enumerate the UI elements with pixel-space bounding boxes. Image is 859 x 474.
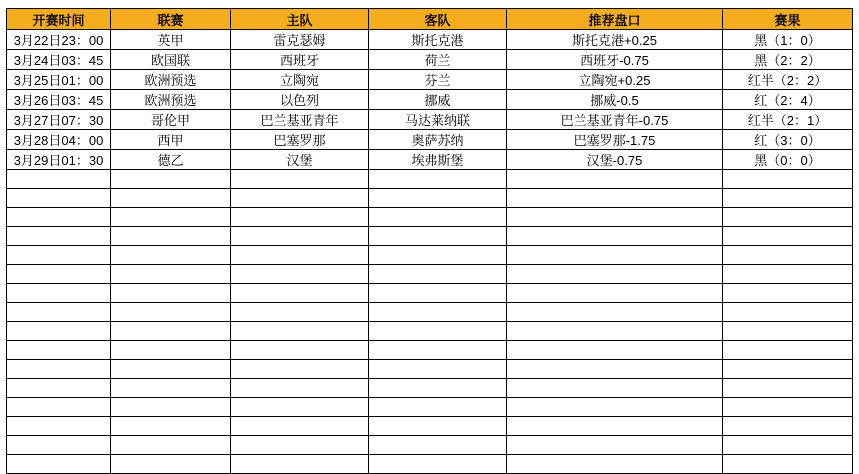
cell-empty[interactable] — [111, 322, 231, 341]
cell-empty[interactable] — [369, 341, 507, 360]
cell-away-team[interactable]: 挪威 — [369, 90, 507, 110]
cell-empty[interactable] — [369, 322, 507, 341]
cell-empty[interactable] — [111, 379, 231, 398]
cell-empty[interactable] — [723, 303, 853, 322]
cell-time[interactable]: 3月24日03：45 — [7, 50, 111, 70]
cell-empty[interactable] — [723, 379, 853, 398]
cell-empty[interactable] — [369, 208, 507, 227]
match-results-table — [6, 8, 853, 474]
table-row-empty[interactable] — [7, 398, 853, 417]
cell-empty[interactable] — [111, 208, 231, 227]
table-row-empty[interactable] — [7, 303, 853, 322]
cell-empty[interactable] — [111, 398, 231, 417]
cell-time[interactable]: 3月29日01：30 — [7, 150, 111, 170]
cell-result[interactable]: 红半（2：2） — [723, 70, 853, 90]
table-row-empty[interactable] — [7, 227, 853, 246]
cell-empty[interactable] — [507, 379, 723, 398]
cell-empty[interactable] — [231, 360, 369, 379]
cell-empty[interactable] — [723, 398, 853, 417]
cell-empty[interactable] — [723, 360, 853, 379]
cell-empty[interactable] — [507, 417, 723, 436]
cell-home-team[interactable]: 西班牙 — [231, 50, 369, 70]
cell-empty[interactable] — [507, 360, 723, 379]
cell-empty[interactable] — [723, 436, 853, 455]
table-row-empty[interactable] — [7, 284, 853, 303]
cell-empty[interactable] — [369, 265, 507, 284]
cell-empty[interactable] — [231, 265, 369, 284]
cell-empty[interactable] — [111, 170, 231, 189]
cell-empty[interactable] — [231, 455, 369, 474]
cell-empty[interactable] — [369, 455, 507, 474]
cell-time[interactable]: 3月26日03：45 — [7, 90, 111, 110]
cell-empty[interactable] — [723, 189, 853, 208]
cell-league[interactable]: 德乙 — [111, 150, 231, 170]
table-row-empty[interactable] — [7, 379, 853, 398]
cell-result[interactable]: 黑（2：2） — [723, 50, 853, 70]
table-row-empty[interactable] — [7, 265, 853, 284]
cell-empty[interactable] — [723, 227, 853, 246]
cell-empty[interactable] — [111, 455, 231, 474]
cell-empty[interactable] — [231, 284, 369, 303]
cell-empty[interactable] — [231, 417, 369, 436]
cell-empty[interactable] — [7, 170, 111, 189]
cell-empty[interactable] — [111, 341, 231, 360]
cell-empty[interactable] — [111, 417, 231, 436]
cell-empty[interactable] — [507, 455, 723, 474]
cell-away-team[interactable]: 荷兰 — [369, 50, 507, 70]
cell-empty[interactable] — [7, 379, 111, 398]
table-row[interactable] — [7, 150, 853, 170]
column-header-away-team: 客队 — [369, 9, 507, 30]
table-row[interactable] — [7, 70, 853, 90]
cell-result[interactable]: 红（3：0） — [723, 130, 853, 150]
column-header-result: 赛果 — [723, 9, 853, 30]
cell-empty[interactable] — [7, 208, 111, 227]
table-row[interactable] — [7, 50, 853, 70]
cell-empty[interactable] — [369, 227, 507, 246]
table-body — [7, 30, 853, 474]
cell-league[interactable]: 英甲 — [111, 30, 231, 50]
cell-empty[interactable] — [7, 265, 111, 284]
cell-league[interactable]: 欧洲预选 — [111, 70, 231, 90]
cell-empty[interactable] — [7, 417, 111, 436]
cell-league[interactable]: 哥伦甲 — [111, 110, 231, 130]
table-row[interactable] — [7, 130, 853, 150]
table-row-empty[interactable] — [7, 455, 853, 474]
cell-empty[interactable] — [723, 284, 853, 303]
cell-empty[interactable] — [7, 436, 111, 455]
cell-away-team[interactable]: 埃弗斯堡 — [369, 150, 507, 170]
table-row-empty[interactable] — [7, 360, 853, 379]
cell-empty[interactable] — [231, 436, 369, 455]
cell-result[interactable]: 红（2：4） — [723, 90, 853, 110]
cell-empty[interactable] — [723, 455, 853, 474]
cell-empty[interactable] — [507, 398, 723, 417]
cell-empty[interactable] — [723, 208, 853, 227]
cell-empty[interactable] — [111, 360, 231, 379]
cell-empty[interactable] — [723, 341, 853, 360]
cell-time[interactable]: 3月28日04：00 — [7, 130, 111, 150]
cell-empty[interactable] — [7, 284, 111, 303]
cell-empty[interactable] — [369, 284, 507, 303]
cell-empty[interactable] — [369, 379, 507, 398]
cell-empty[interactable] — [369, 436, 507, 455]
cell-home-team[interactable]: 巴兰基亚青年 — [231, 110, 369, 130]
cell-empty[interactable] — [507, 303, 723, 322]
table-row-empty[interactable] — [7, 436, 853, 455]
cell-away-team[interactable]: 奥萨苏纳 — [369, 130, 507, 150]
cell-empty[interactable] — [231, 303, 369, 322]
cell-empty[interactable] — [507, 227, 723, 246]
cell-away-team[interactable]: 斯托克港 — [369, 30, 507, 50]
table-row-empty[interactable] — [7, 208, 853, 227]
cell-empty[interactable] — [231, 322, 369, 341]
cell-empty[interactable] — [507, 208, 723, 227]
cell-empty[interactable] — [723, 265, 853, 284]
cell-empty[interactable] — [507, 170, 723, 189]
cell-empty[interactable] — [111, 189, 231, 208]
cell-recommended-handicap[interactable]: 汉堡-0.75 — [507, 150, 723, 170]
column-header-league: 联赛 — [111, 9, 231, 30]
cell-result[interactable]: 红半（2：1） — [723, 110, 853, 130]
cell-recommended-handicap[interactable]: 斯托克港+0.25 — [507, 30, 723, 50]
cell-league[interactable]: 欧国联 — [111, 50, 231, 70]
cell-empty[interactable] — [369, 246, 507, 265]
cell-empty[interactable] — [507, 284, 723, 303]
cell-empty[interactable] — [7, 246, 111, 265]
cell-away-team[interactable]: 马达莱纳联 — [369, 110, 507, 130]
table-row[interactable] — [7, 30, 853, 50]
cell-empty[interactable] — [231, 170, 369, 189]
cell-empty[interactable] — [723, 170, 853, 189]
cell-empty[interactable] — [369, 398, 507, 417]
cell-result[interactable]: 黑（1：0） — [723, 30, 853, 50]
table-row-empty[interactable] — [7, 322, 853, 341]
cell-empty[interactable] — [7, 227, 111, 246]
cell-home-team[interactable]: 汉堡 — [231, 150, 369, 170]
cell-recommended-handicap[interactable]: 立陶宛+0.25 — [507, 70, 723, 90]
cell-empty[interactable] — [7, 189, 111, 208]
cell-recommended-handicap[interactable]: 巴塞罗那-1.75 — [507, 130, 723, 150]
cell-empty[interactable] — [7, 360, 111, 379]
cell-time[interactable]: 3月22日23：00 — [7, 30, 111, 50]
cell-empty[interactable] — [7, 455, 111, 474]
table-row-empty[interactable] — [7, 189, 853, 208]
cell-empty[interactable] — [231, 379, 369, 398]
cell-away-team[interactable]: 芬兰 — [369, 70, 507, 90]
column-header-time: 开赛时间 — [7, 9, 111, 30]
cell-empty[interactable] — [231, 208, 369, 227]
cell-empty[interactable] — [369, 417, 507, 436]
table-row-empty[interactable] — [7, 246, 853, 265]
cell-empty[interactable] — [111, 265, 231, 284]
cell-time[interactable]: 3月27日07：30 — [7, 110, 111, 130]
cell-home-team[interactable]: 立陶宛 — [231, 70, 369, 90]
cell-empty[interactable] — [507, 341, 723, 360]
cell-empty[interactable] — [369, 170, 507, 189]
table-header-row — [7, 9, 853, 30]
cell-home-team[interactable]: 雷克瑟姆 — [231, 30, 369, 50]
cell-empty[interactable] — [507, 246, 723, 265]
table-row[interactable] — [7, 110, 853, 130]
cell-result[interactable]: 黑（0：0） — [723, 150, 853, 170]
column-header-home-team: 主队 — [231, 9, 369, 30]
cell-league[interactable]: 欧洲预选 — [111, 90, 231, 110]
cell-empty[interactable] — [723, 417, 853, 436]
table-row-empty[interactable] — [7, 341, 853, 360]
cell-empty[interactable] — [7, 322, 111, 341]
cell-empty[interactable] — [369, 189, 507, 208]
table-row-empty[interactable] — [7, 417, 853, 436]
cell-empty[interactable] — [507, 189, 723, 208]
cell-empty[interactable] — [231, 227, 369, 246]
cell-empty[interactable] — [7, 341, 111, 360]
cell-empty[interactable] — [231, 246, 369, 265]
cell-empty[interactable] — [231, 341, 369, 360]
cell-empty[interactable] — [507, 436, 723, 455]
cell-empty[interactable] — [507, 322, 723, 341]
cell-empty[interactable] — [231, 189, 369, 208]
cell-empty[interactable] — [7, 398, 111, 417]
cell-empty[interactable] — [111, 246, 231, 265]
column-header-recommended-handicap: 推荐盘口 — [507, 9, 723, 30]
cell-recommended-handicap[interactable]: 巴兰基亚青年-0.75 — [507, 110, 723, 130]
cell-empty[interactable] — [723, 246, 853, 265]
cell-time[interactable]: 3月25日01：00 — [7, 70, 111, 90]
table-row-empty[interactable] — [7, 170, 853, 189]
cell-empty[interactable] — [369, 360, 507, 379]
cell-recommended-handicap[interactable]: 挪威-0.5 — [507, 90, 723, 110]
cell-empty[interactable] — [507, 265, 723, 284]
cell-empty[interactable] — [723, 322, 853, 341]
cell-empty[interactable] — [111, 303, 231, 322]
cell-recommended-handicap[interactable]: 西班牙-0.75 — [507, 50, 723, 70]
cell-empty[interactable] — [7, 303, 111, 322]
cell-home-team[interactable]: 以色列 — [231, 90, 369, 110]
table-row[interactable] — [7, 90, 853, 110]
cell-empty[interactable] — [111, 284, 231, 303]
cell-league[interactable]: 西甲 — [111, 130, 231, 150]
cell-empty[interactable] — [111, 436, 231, 455]
cell-empty[interactable] — [369, 303, 507, 322]
cell-home-team[interactable]: 巴塞罗那 — [231, 130, 369, 150]
cell-empty[interactable] — [231, 398, 369, 417]
cell-empty[interactable] — [111, 227, 231, 246]
